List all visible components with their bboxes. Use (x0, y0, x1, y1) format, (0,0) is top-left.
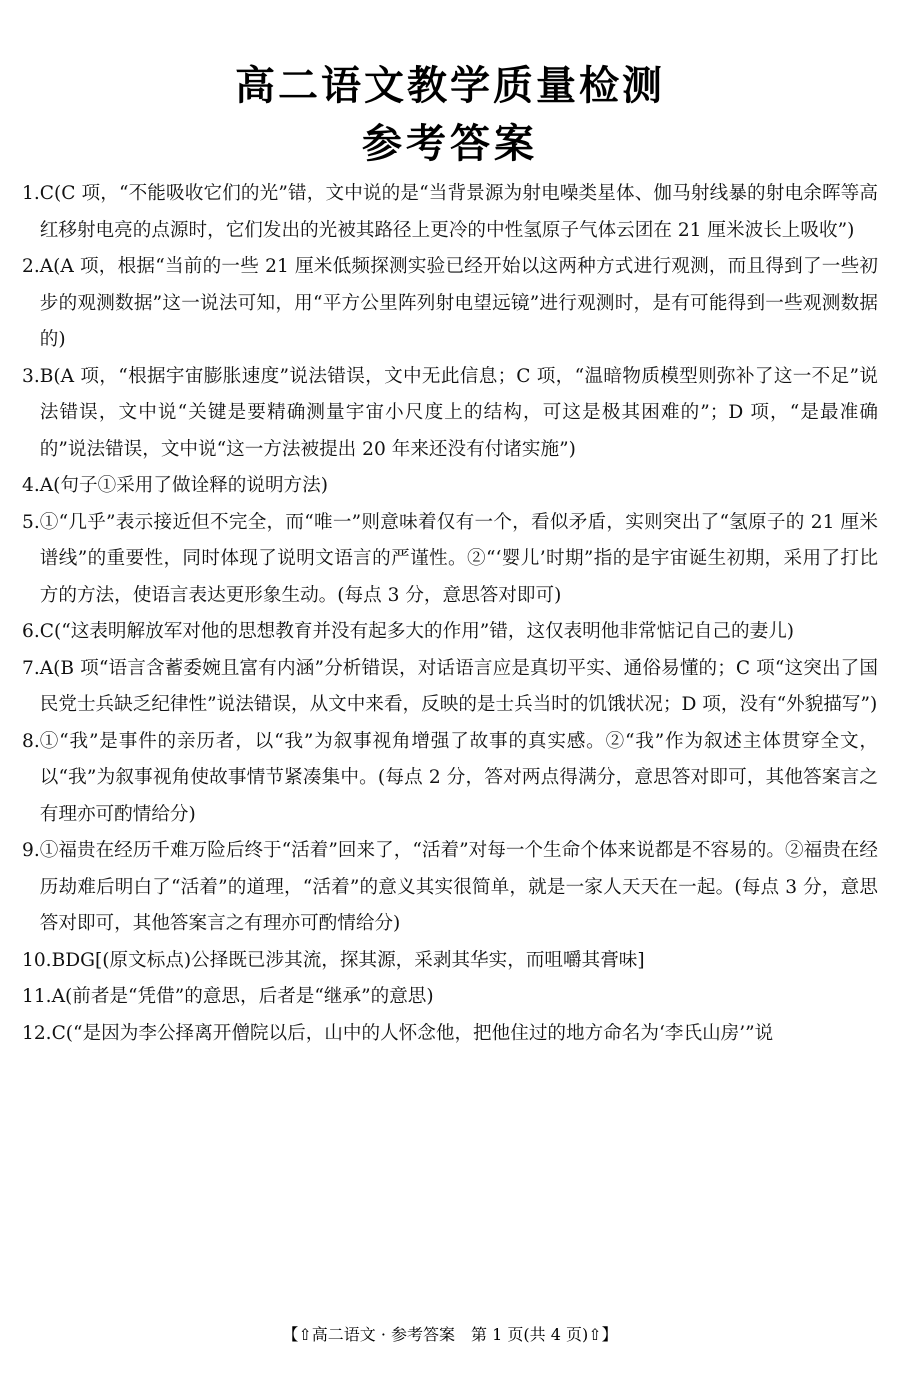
page-footer: 【⇧高二语文 · 参考答案 第 1 页(共 4 页)⇧】 (282, 1325, 618, 1344)
answer-number: 9. (22, 840, 40, 861)
page-title: 高二语文教学质量检测 (235, 63, 665, 109)
page-subtitle: 参考答案 (362, 121, 538, 167)
answer-number: 7. (22, 657, 40, 679)
answer-item-2 (22, 249, 878, 359)
answer-item-1 (22, 176, 878, 249)
answer-number: 1. (22, 183, 40, 204)
answer-item-4 (22, 468, 878, 505)
answer-item-9 (22, 833, 878, 943)
answer-item-5 (22, 505, 878, 615)
answer-number: 2. (22, 256, 40, 277)
answer-number: 5. (22, 511, 40, 533)
answer-number: 8. (22, 730, 40, 752)
answer-item-10 (22, 943, 878, 980)
answer-text: ①福贵在经历千难万险后终于“活着”回来了，“活着”对每一个生命个体来说都是不容易的。②福贵在经历劫难后明白了“活着”的道理，“活着”的意义其实很简单，就是一家人天天在一起。(每点 3 分，意思答对即可，其他答案言之有理亦可酌情给分) (39, 840, 878, 934)
answer-number: 6. (22, 621, 40, 642)
answer-item-7 (22, 651, 878, 724)
answer-item-12 (22, 1016, 878, 1053)
answer-text: A(句子①采用了做诠释的说明方法) (39, 475, 328, 496)
answer-text: BDG[(原文标点)公择既已涉其流，探其源，采剥其华实，而咀嚼其膏味] (51, 949, 645, 971)
answer-item-11 (22, 979, 878, 1016)
answer-text: C(C 项，“不能吸收它们的光”错，文中说的是“当背景源为射电噪类星体、伽马射线暴的射电余晖等高红移射电亮的点源时，它们发出的光被其路径上更冷的中性氢原子气体云团在 21 厘米波长上吸收”) (39, 183, 878, 241)
answer-number: 4. (22, 475, 40, 496)
answer-number: 10. (22, 949, 52, 971)
answer-text: C(“是因为李公择离开僧院以后，山中的人怀念他，把他住过的地方命名为‘李氏山房’”说 (51, 1022, 774, 1044)
answer-text: ①“几乎”表示接近但不完全，而“唯一”则意味着仅有一个，看似矛盾，实则突出了“氢原子的 21 厘米谱线”的重要性，同时体现了说明文语言的严谨性。②“‘婴儿’时期”指的是宇宙诞生初期，采用了打比方的方法，使语言表达更形象生动。(每点 3 分，意思答对即可) (39, 511, 878, 606)
answer-number: 12. (22, 1022, 52, 1044)
answer-text: C(“这表明解放军对他的思想教育并没有起多大的作用”错，这仅表明他非常惦记自己的妻儿) (39, 621, 795, 642)
answer-text: A(A 项，根据“当前的一些 21 厘米低频探测实验已经开始以这两种方式进行观测，而且得到了一些初步的观测数据”这一说法可知，用“平方公里阵列射电望远镜”进行观测时，是有可能得到一些观测数据的) (39, 256, 878, 350)
answer-item-3 (22, 359, 878, 469)
answer-text: B(A 项，“根据宇宙膨胀速度”说法错误，文中无此信息；C 项，“温暗物质模型则弥补了这一不足”说法错误，文中说“关键是要精确测量宇宙小尺度上的结构，可这是极其困难的”；D 项，“是最准确的”说法错误，文中说“这一方法被提出 20 年来还没有付诸实施”) (39, 365, 878, 460)
answer-text: ①“我”是事件的亲历者，以“我”为叙事视角增强了故事的真实感。②“我”作为叙述主体贯穿全文，以“我”为叙事视角使故事情节紧凑集中。(每点 2 分，答对两点得满分，意思答对即可，其他答案言之有理亦可酌情给分) (39, 730, 878, 825)
answer-item-8 (22, 724, 878, 834)
answer-list (22, 176, 878, 1052)
answer-number: 3. (22, 365, 40, 387)
answer-number: 11. (22, 986, 52, 1007)
answer-text: A(B 项“语言含蓄委婉且富有内涵”分析错误，对话语言应是真切平实、通俗易懂的；C 项“这突出了国民党士兵缺乏纪律性”说法错误，从文中来看，反映的是士兵当时的饥饿状况；D 项，没有“外貌描写”) (39, 657, 878, 715)
answer-text: A(前者是“凭借”的意思，后者是“继承”的意思) (51, 986, 434, 1007)
answer-item-6 (22, 614, 878, 651)
